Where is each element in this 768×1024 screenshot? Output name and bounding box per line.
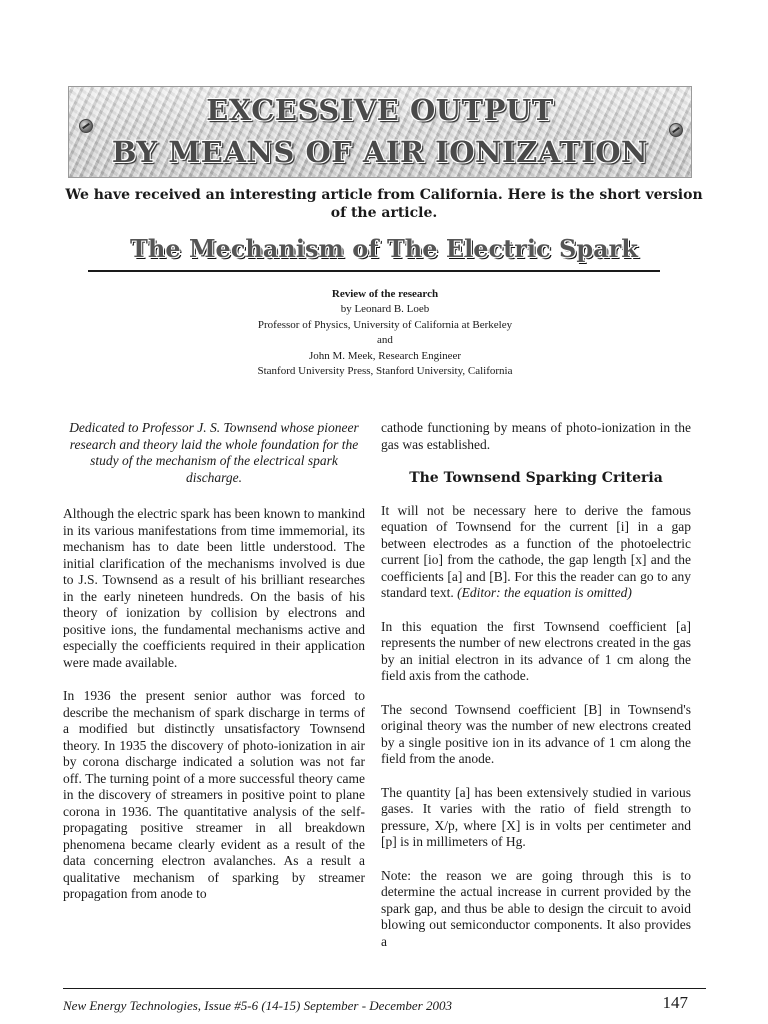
paragraph: cathode functioning by means of photo-ionization in the gas was established. [381, 420, 691, 452]
banner-title-line1: EXCESSIVE OUTPUT [206, 93, 554, 127]
footer-rule [63, 988, 706, 989]
paragraph: The quantity [a] has been extensively studied in various gases. It varies with the ratio of field strength to pressure, X/p, where [X] is in volts per centimeter and [p] is in millimeters of Hg. [381, 784, 691, 849]
credits-heading: Review of the research [331, 288, 439, 300]
credits-and: and [377, 334, 393, 347]
editor-note: (Editor: the equation is omitted) [457, 585, 632, 600]
paragraph [381, 503, 691, 602]
paragraph: The second Townsend coefficient [B] in Townsend's original theory was the number of new electrons created by a single positive ion in its advance of 1 cm along the field from the anode. [381, 701, 691, 766]
credits-affiliation: Professor of Physics, University of California at Berkeley [257, 318, 513, 331]
article-title: The Mechanism of The Electric Spark [130, 234, 638, 263]
right-column [381, 420, 691, 967]
title-banner [68, 86, 692, 178]
credits-author: by Leonard B. Loeb [340, 303, 430, 316]
credits-publisher: Stanford University Press, Stanford University, California [257, 365, 513, 378]
paragraph-text: It will not be necessary here to derive the famous equation of Townsend for the current [i] in a gap between electrodes as a function of the photoelectric current [io] from the cathode, the gap length [x] and the coefficients [a] and [B]. For this the reader can go to any standard text. [381, 502, 691, 600]
dedication: Dedicated to Professor J. S. Townsend whose pioneer research and theory laid the whole foundation for the study of the mechanism of the electrical spark discharge. [69, 420, 359, 485]
paragraph: In 1936 the present senior author was forced to describe the mechanism of spark discharge in terms of a modified but distinctly unsatisfactory Townsend theory. In 1935 the discovery of photo-ionization in air by corona discharge indicated a solution was not far off. The turning point of a more successful theory came in the discovery of streamers in positive point to plane corona in 1936. The quantitative analysis of the self-propagating positive streamer in all breakdown phenomena became clearly evident as a result of the data concerning electron avalanches. As a result a qualitative mechanism of sparking by streamer propagation from anode to [63, 688, 365, 901]
left-column [63, 420, 365, 920]
paragraph: In this equation the first Townsend coefficient [a] represents the number of new electrons created in the gas by an initial electron in its advance of 1 cm along the field axis from the cathode. [381, 618, 691, 683]
paragraph: Although the electric spark has been known to mankind in its various manifestations from time immemorial, its mechanism has to date been little understood. The initial clarification of the mechanisms involved is due to J.S. Townsend as a result of his brilliant researches in the early nineteen hundreds. On the basis of his theory of ionization by collision by electrons and positive ions, the fundamental mechanisms active and especially the coefficients required in their application were made available. [63, 506, 365, 670]
page-number: 147 [662, 993, 688, 1012]
credits-block [150, 287, 620, 379]
intro-text: We have received an interesting article from California. Here is the short version of the article. [65, 187, 703, 221]
title-underline [88, 270, 660, 272]
section-heading: The Townsend Sparking Criteria [409, 470, 663, 486]
banner-title-line2: BY MEANS OF AIR IONIZATION [111, 135, 649, 169]
paragraph: Note: the reason we are going through this is to determine the actual increase in current provided by the spark gap, and thus be able to design the circuit to avoid blowing out semiconductor components. It also provides a [381, 867, 691, 949]
footer-publication: New Energy Technologies, Issue #5-6 (14-15) September - December 2003 [63, 998, 452, 1013]
credits-coauthor: John M. Meek, Research Engineer [308, 349, 462, 362]
